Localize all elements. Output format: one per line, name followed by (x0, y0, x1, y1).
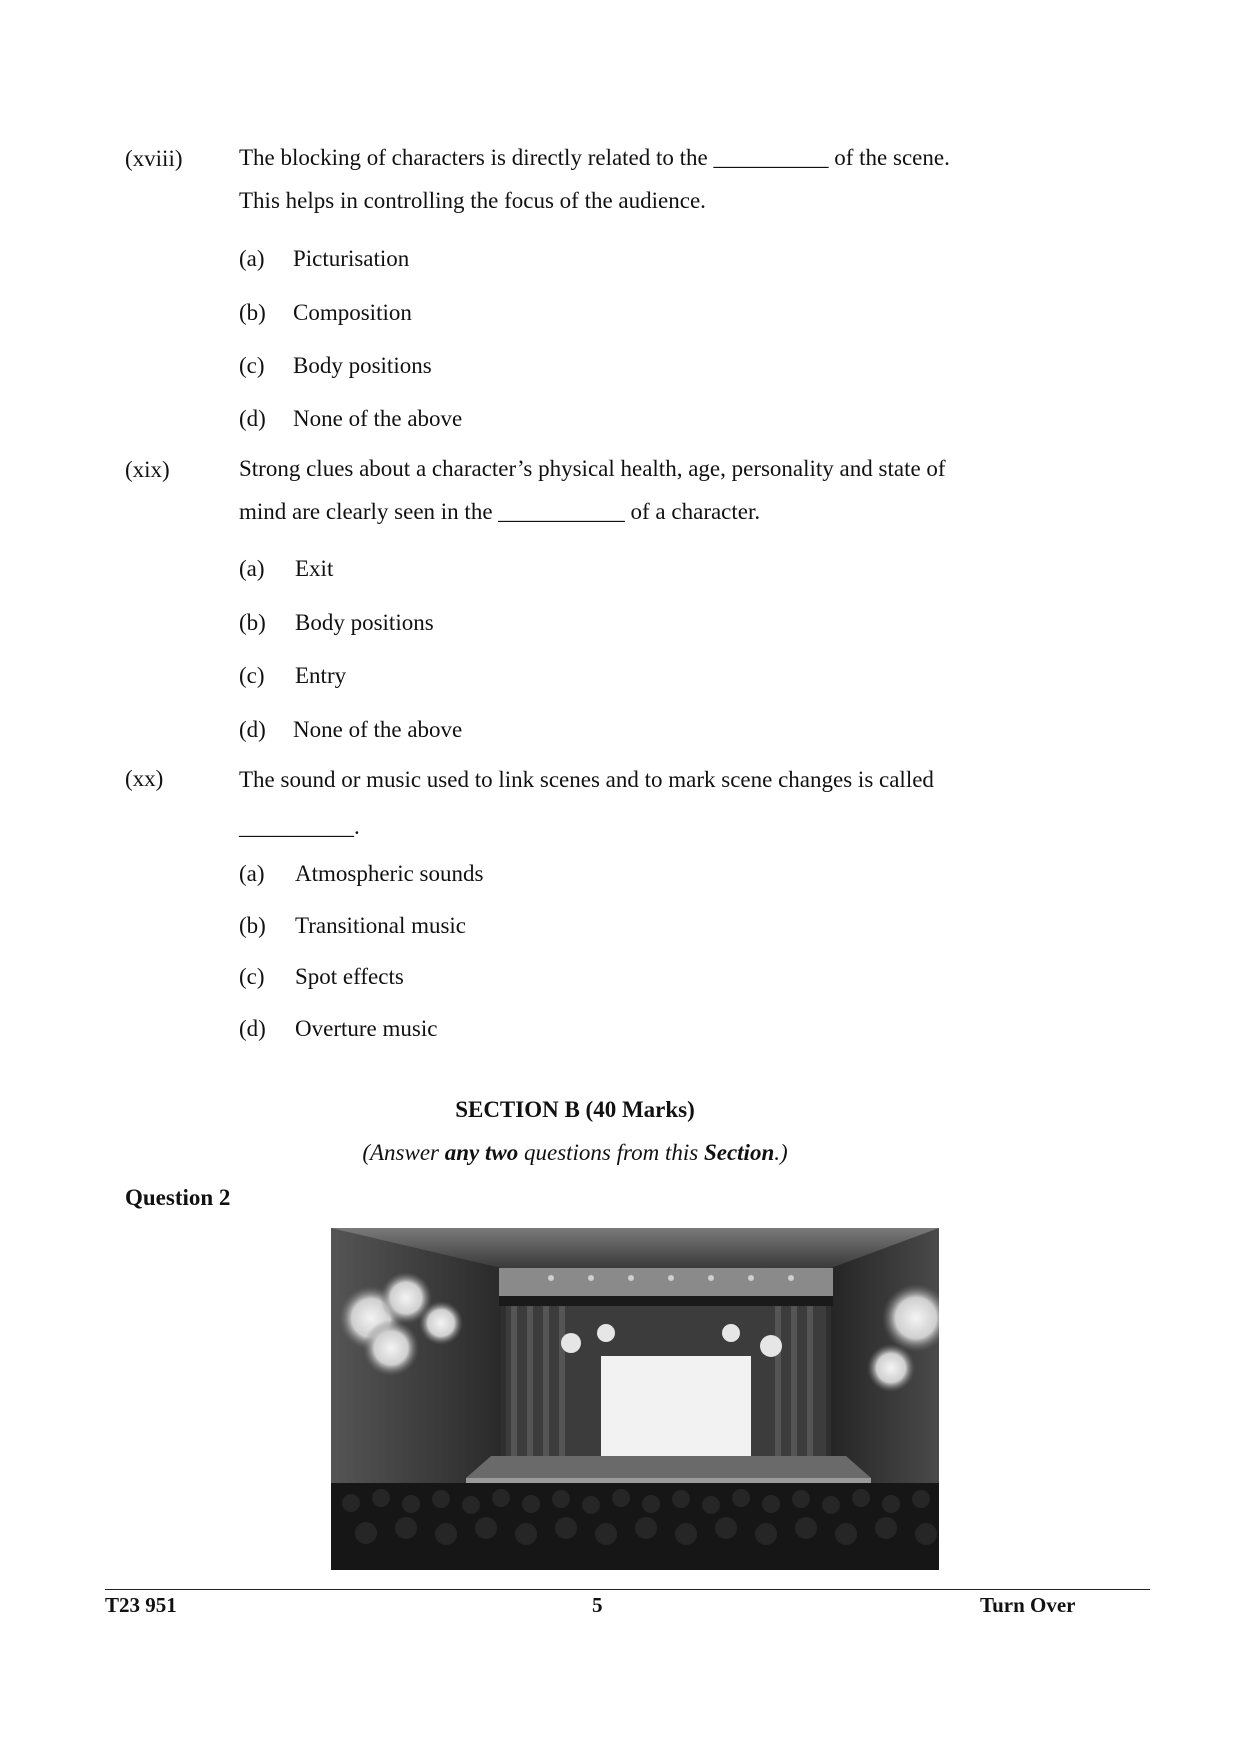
page-number: 5 (592, 1593, 603, 1617)
question-number: (xviii) (125, 146, 183, 171)
question-text (239, 136, 1151, 222)
question-text (239, 756, 1151, 850)
option-text: Composition (293, 300, 412, 325)
option-letter: (d) (239, 406, 266, 431)
option-letter: (c) (239, 964, 265, 989)
option-letter: (a) (239, 556, 265, 581)
question-text-line: The blocking of characters is directly related to the __________ of the scene. (239, 145, 950, 170)
paper-code: T23 951 (105, 1593, 177, 1617)
option-text: Transitional music (295, 913, 467, 938)
option-text: Spot effects (295, 964, 404, 989)
option-text: None of the above (293, 406, 463, 431)
question-text-line: __________. (239, 814, 360, 839)
question-number: (xix) (125, 457, 170, 482)
question-2-label: Question 2 (125, 1185, 231, 1210)
question-text-line: mind are clearly seen in the ___________ of a character. (239, 499, 761, 524)
instruction-emphasis: any two (444, 1140, 519, 1165)
option-letter: (b) (239, 913, 266, 938)
section-heading: SECTION B (40 Marks) (455, 1097, 695, 1122)
option-text: Exit (295, 556, 334, 581)
option-text: Body positions (295, 610, 434, 635)
instruction-emphasis: Section (703, 1140, 775, 1165)
option-letter: (d) (239, 1016, 266, 1041)
option-text: Atmospheric sounds (295, 861, 484, 886)
option-text: Body positions (293, 353, 432, 378)
option-letter: (c) (239, 353, 265, 378)
question-text-line: Strong clues about a character’s physical health, age, personality and state of (239, 456, 946, 481)
option-text: Overture music (295, 1016, 438, 1041)
option-letter: (c) (239, 663, 265, 688)
option-letter: (b) (239, 610, 266, 635)
option-letter: (d) (239, 717, 266, 742)
question-text (239, 447, 1151, 533)
theatre-stage-photo (331, 1228, 939, 1570)
option-letter: (b) (239, 300, 266, 325)
turn-over-label: Turn Over (980, 1593, 1076, 1617)
instruction-text: (Answer (362, 1140, 445, 1165)
section-instruction (0, 1140, 1150, 1166)
question-number: (xx) (125, 766, 164, 791)
instruction-text: .) (774, 1140, 788, 1165)
option-text: Picturisation (293, 246, 410, 271)
instruction-text: questions from this (518, 1140, 704, 1165)
option-letter: (a) (239, 861, 265, 886)
footer-divider (105, 1589, 1150, 1590)
question-text-line: The sound or music used to link scenes and to mark scene changes is called (239, 767, 934, 792)
option-text: Entry (295, 663, 347, 688)
option-letter: (a) (239, 246, 265, 271)
question-text-line: This helps in controlling the focus of the audience. (239, 188, 706, 213)
option-text: None of the above (293, 717, 463, 742)
